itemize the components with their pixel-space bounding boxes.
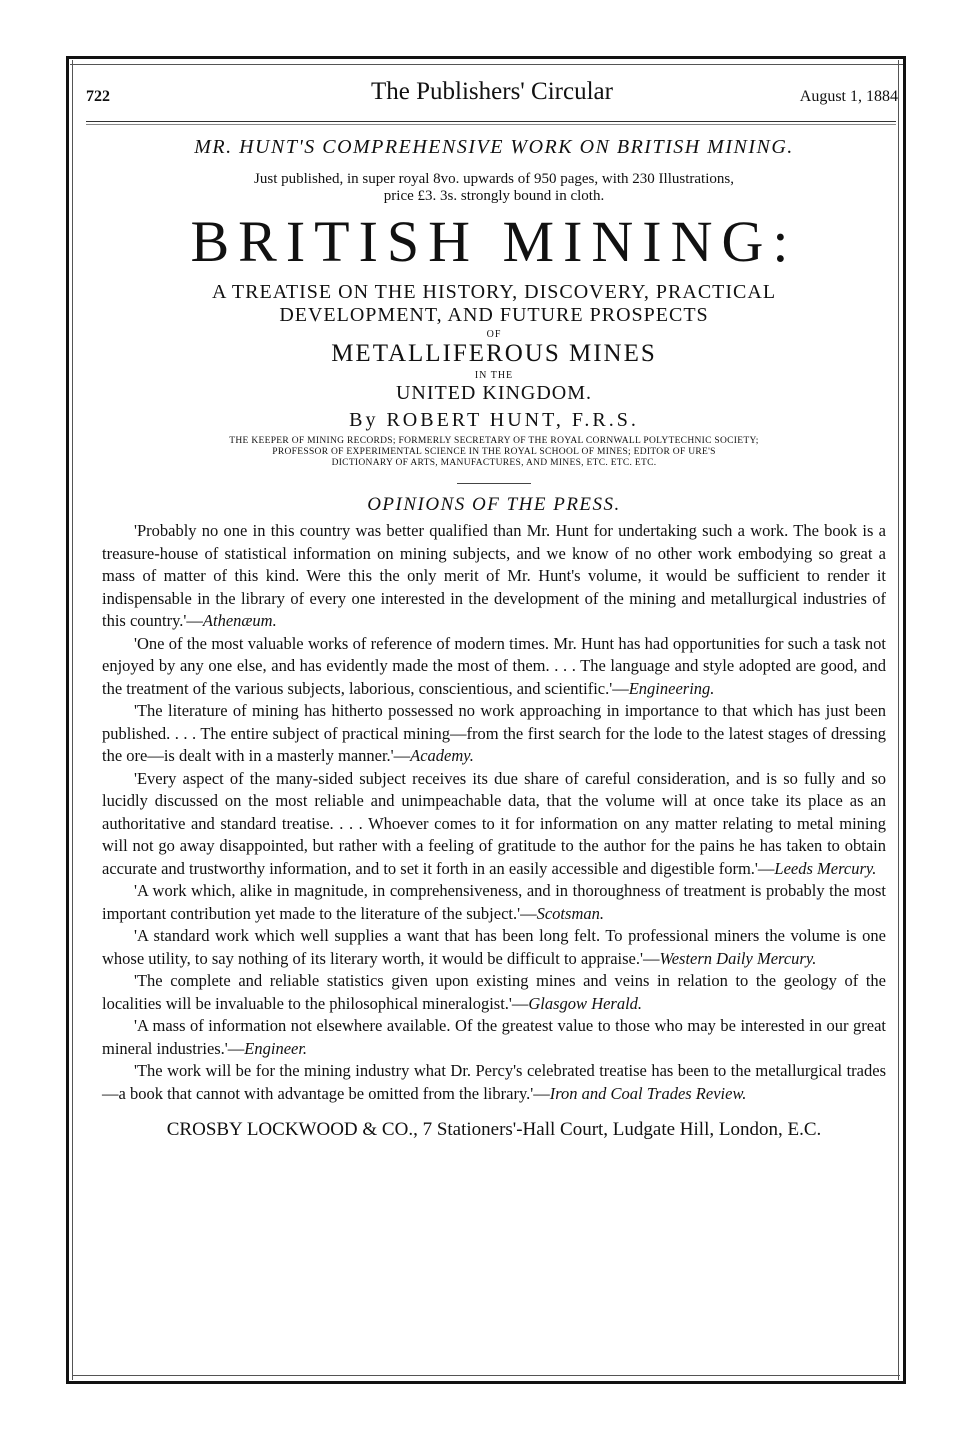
review-text: 'A standard work which well supplies a want that has been long felt. To professional miners the volume is one whose utility, to say nothing of its literary worth, it would be difficult to appraise.'—: [102, 926, 886, 968]
issue-date: August 1, 1884: [799, 88, 898, 105]
review-source: Athenæum.: [202, 611, 277, 630]
press-review: [102, 1015, 886, 1060]
book-subtitle-line-1: A TREATISE ON THE HISTORY, DISCOVERY, PRACTICAL: [211, 281, 777, 303]
press-review: [102, 970, 886, 1015]
press-review: [102, 520, 886, 633]
page-number: 722: [86, 88, 110, 105]
review-text: 'One of the most valuable works of reference of modern times. Mr. Hunt has had opportunities for such a task not enjoyed by any one else, and has evidently made the most of them. . . . The language and style adopted are good, and the treatment of the various subjects, laborious, conscientious, and scientific.'—: [102, 633, 886, 698]
review-source: Iron and Coal Trades Review.: [549, 1083, 747, 1103]
subtitle-connector-of: OF: [486, 329, 502, 340]
border-left-thin-rule: [72, 60, 73, 1380]
review-source: Leeds Mercury.: [774, 858, 877, 878]
author-credentials-line-2: PROFESSOR OF EXPERIMENTAL SCIENCE IN THE ROYAL SCHOOL OF MINES; EDITOR OF URE'S: [272, 447, 716, 457]
book-region: UNITED KINGDOM.: [395, 382, 593, 404]
header-rule: [86, 121, 896, 122]
press-reviews: [102, 520, 886, 1105]
publication-details-line-1: Just published, in super royal 8vo. upwards of 950 pages, with 230 Illustrations,: [254, 171, 734, 187]
publication-details-line-2: price £3. 3s. strongly bound in cloth.: [383, 188, 605, 204]
book-subject: METALLIFEROUS MINES: [331, 340, 657, 367]
review-source: Scotsman.: [536, 903, 604, 923]
author-credentials-line-1: THE KEEPER OF MINING RECORDS; FORMERLY SECRETARY OF THE ROYAL CORNWALL POLYTECHNIC SOCIETY;: [229, 436, 759, 446]
review-text: 'Every aspect of the many-sided subject receives its due share of careful consideration, and is so fully and so lucidly discussed on the most reliable and unimpeachable data, that the volume will at once take its place as an authoritative and standard treatise. . . . Whoever comes to it for information on any matter relating to metal mining will not go away disappointed, but rather with a feeling of gratitude to the author for the pains he has taken to obtain accurate and trustworthy information, and to set it forth in an easily accessible and digestible form.'—: [102, 768, 886, 878]
border-bottom-thin-rule: [72, 1375, 900, 1376]
advertisement: [102, 136, 886, 1141]
border-right-rule: [903, 56, 906, 1384]
book-subtitle-line-2: DEVELOPMENT, AND FUTURE PROSPECTS: [279, 304, 709, 326]
advert-kicker: MR. HUNT'S COMPREHENSIVE WORK ON BRITISH MINING.: [194, 136, 794, 158]
review-source: Glasgow Herald.: [528, 993, 643, 1013]
running-header: [86, 78, 898, 118]
press-review: [102, 633, 886, 701]
header-rule-secondary: [86, 124, 896, 125]
press-review: [102, 1060, 886, 1105]
book-title: BRITISH MINING:: [190, 209, 798, 274]
border-left-rule: [66, 56, 69, 1384]
review-source: Academy.: [410, 746, 474, 765]
review-text: 'A mass of information not elsewhere available. Of the greatest value to those who may be interested in our great mineral industries.'—: [102, 1016, 886, 1058]
publication-details: [102, 171, 886, 205]
border-top-rule: [66, 56, 906, 59]
border-right-thin-rule: [898, 60, 899, 1380]
section-divider: [457, 483, 531, 484]
author-credentials: [102, 436, 886, 469]
review-text: 'The work will be for the mining industry what Dr. Percy's celebrated treatise has been to the metallurgical trades—a book that cannot with advantage be omitted from the library.'—: [102, 1061, 886, 1103]
publisher-imprint: CROSBY LOCKWOOD & CO., 7 Stationers'-Hall Court, Ludgate Hill, London, E.C.: [166, 1119, 822, 1140]
review-text: 'A work which, alike in magnitude, in comprehensiveness, and in thoroughness of treatment is probably the most important contribution yet made to the literature of the subject.'—: [102, 881, 886, 923]
border-bottom-rule: [66, 1381, 906, 1384]
author-credentials-line-3: DICTIONARY OF ARTS, MANUFACTURES, AND MINES, ETC. ETC. ETC.: [331, 458, 657, 468]
press-review: [102, 700, 886, 768]
journal-title: The Publishers' Circular: [371, 78, 613, 105]
review-text: 'The literature of mining has hitherto possessed no work approaching in importance to that which has just been published. . . . The entire subject of practical mining—from the first search for the lode to the latest stages of dressing the ore—is dealt with in a masterly manner.'—: [102, 701, 886, 765]
review-text: 'Probably no one in this country was better qualified than Mr. Hunt for undertaking such a work. The book is a treasure-house of statistical information on mining subjects, and we know of no other work embodying so great a mass of matter of this kind. Were this the only merit of Mr. Hunt's volume, it would be sufficient to render it indispensable in the library of every one interested in the development of the mining and metallurgical industries of this country.'—: [102, 521, 886, 630]
press-review: [102, 880, 886, 925]
press-review: [102, 768, 886, 881]
border-top-thin-rule: [70, 64, 904, 65]
subtitle-connector-in-the: IN THE: [474, 370, 514, 381]
review-source: Western Daily Mercury.: [659, 948, 817, 968]
press-heading: OPINIONS OF THE PRESS.: [367, 494, 621, 515]
press-review: [102, 925, 886, 970]
review-source: Engineering.: [628, 678, 715, 698]
review-text: 'The complete and reliable statistics given upon existing mines and veins in relation to the geology of the localities will be invaluable to the philosophical mineralogist.'—: [102, 971, 886, 1013]
author-line: By ROBERT HUNT, F.R.S.: [349, 409, 639, 431]
review-source: Engineer.: [244, 1038, 308, 1058]
